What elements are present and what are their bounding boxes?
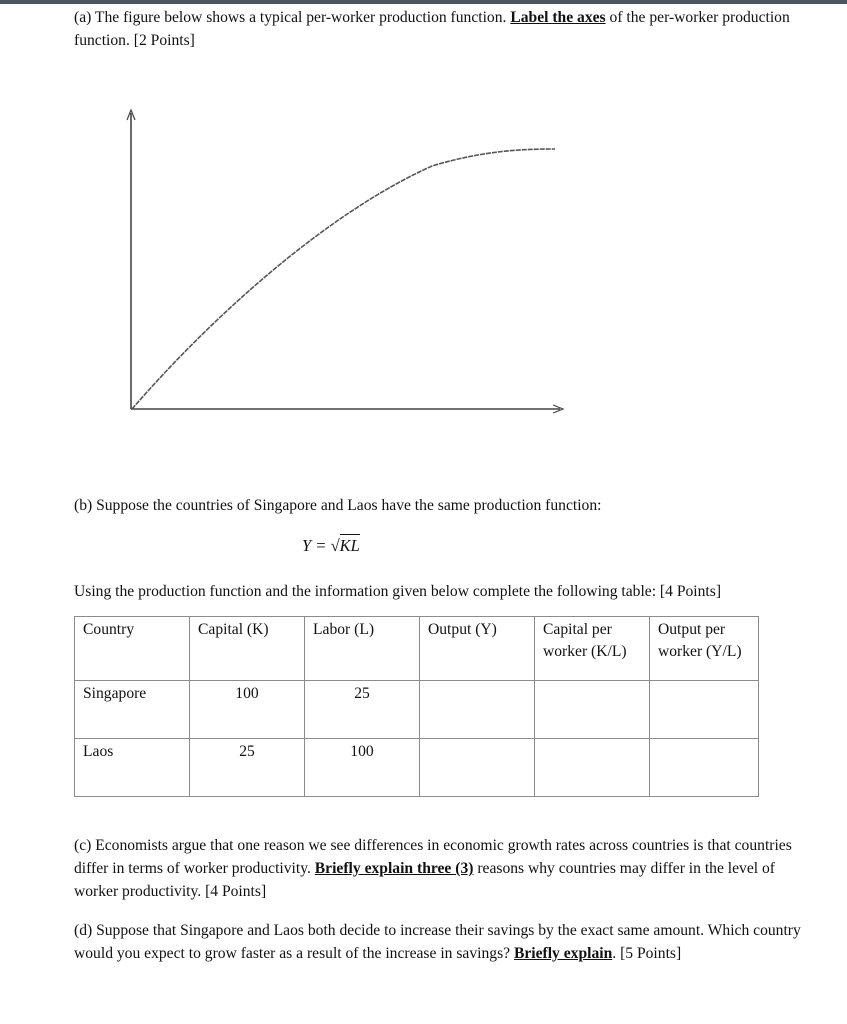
header-capital-per-worker: Capital per worker (K/L) — [535, 617, 650, 681]
header-output-per-worker: Output per worker (Y/L) — [650, 617, 759, 681]
cell-output-per-worker — [650, 739, 759, 797]
cell-labor: 25 — [305, 681, 420, 739]
header-capital: Capital (K) — [190, 617, 305, 681]
formula-lhs: Y = — [302, 536, 331, 555]
question-d-emphasis: Briefly explain — [513, 945, 613, 962]
table-row — [75, 739, 759, 797]
cell-capital-per-worker — [535, 739, 650, 797]
top-border-bar — [0, 0, 847, 4]
cell-labor: 100 — [305, 739, 420, 797]
cell-capital-per-worker — [535, 681, 650, 739]
cell-capital: 25 — [190, 739, 305, 797]
table-row — [75, 681, 759, 739]
cell-output — [420, 681, 535, 739]
question-a-text-end: of the per-worker production function. [2 Points] — [74, 9, 790, 49]
header-country: Country — [75, 617, 190, 681]
question-d-text: (d) Suppose that Singapore and Laos both decide to increase their savings by the exact same amount. Which country would you expect to grow faster as a result of the increase in savings? — [74, 922, 801, 962]
question-a-emphasis: Label the axes — [510, 9, 606, 26]
question-d — [74, 919, 819, 965]
question-c-emphasis: Briefly explain three (3) — [314, 860, 474, 877]
question-c-text-end: reasons why countries may differ in the level of worker productivity. [4 Points] — [74, 860, 775, 900]
header-labor: Labor (L) — [305, 617, 420, 681]
header-output: Output (Y) — [420, 617, 535, 681]
cell-output — [420, 739, 535, 797]
cell-country: Laos — [75, 739, 190, 797]
cell-capital: 100 — [190, 681, 305, 739]
production-function-figure — [120, 104, 580, 434]
x-axis — [131, 405, 563, 413]
production-curve — [132, 149, 555, 409]
cell-country: Singapore — [75, 681, 190, 739]
table-header-row — [75, 617, 759, 681]
question-c — [74, 834, 819, 903]
formula-radicand: KL — [339, 536, 360, 555]
data-table — [74, 616, 759, 797]
question-c-text: (c) Economists argue that one reason we see differences in economic growth rates across countries is that countries differ in terms of worker productivity. — [74, 837, 792, 877]
production-formula — [302, 536, 360, 556]
cell-output-per-worker — [650, 681, 759, 739]
question-b-intro: (b) Suppose the countries of Singapore and Laos have the same production function: — [74, 497, 602, 514]
question-d-text-end: . [5 Points] — [612, 945, 682, 962]
question-a-text: (a) The figure below shows a typical per-worker production function. — [74, 9, 511, 26]
y-axis — [127, 110, 135, 409]
formula-radical: √ — [330, 536, 340, 555]
question-a — [74, 6, 824, 52]
table-instruction: Using the production function and the information given below complete the following table: [4 Points] — [74, 583, 722, 600]
